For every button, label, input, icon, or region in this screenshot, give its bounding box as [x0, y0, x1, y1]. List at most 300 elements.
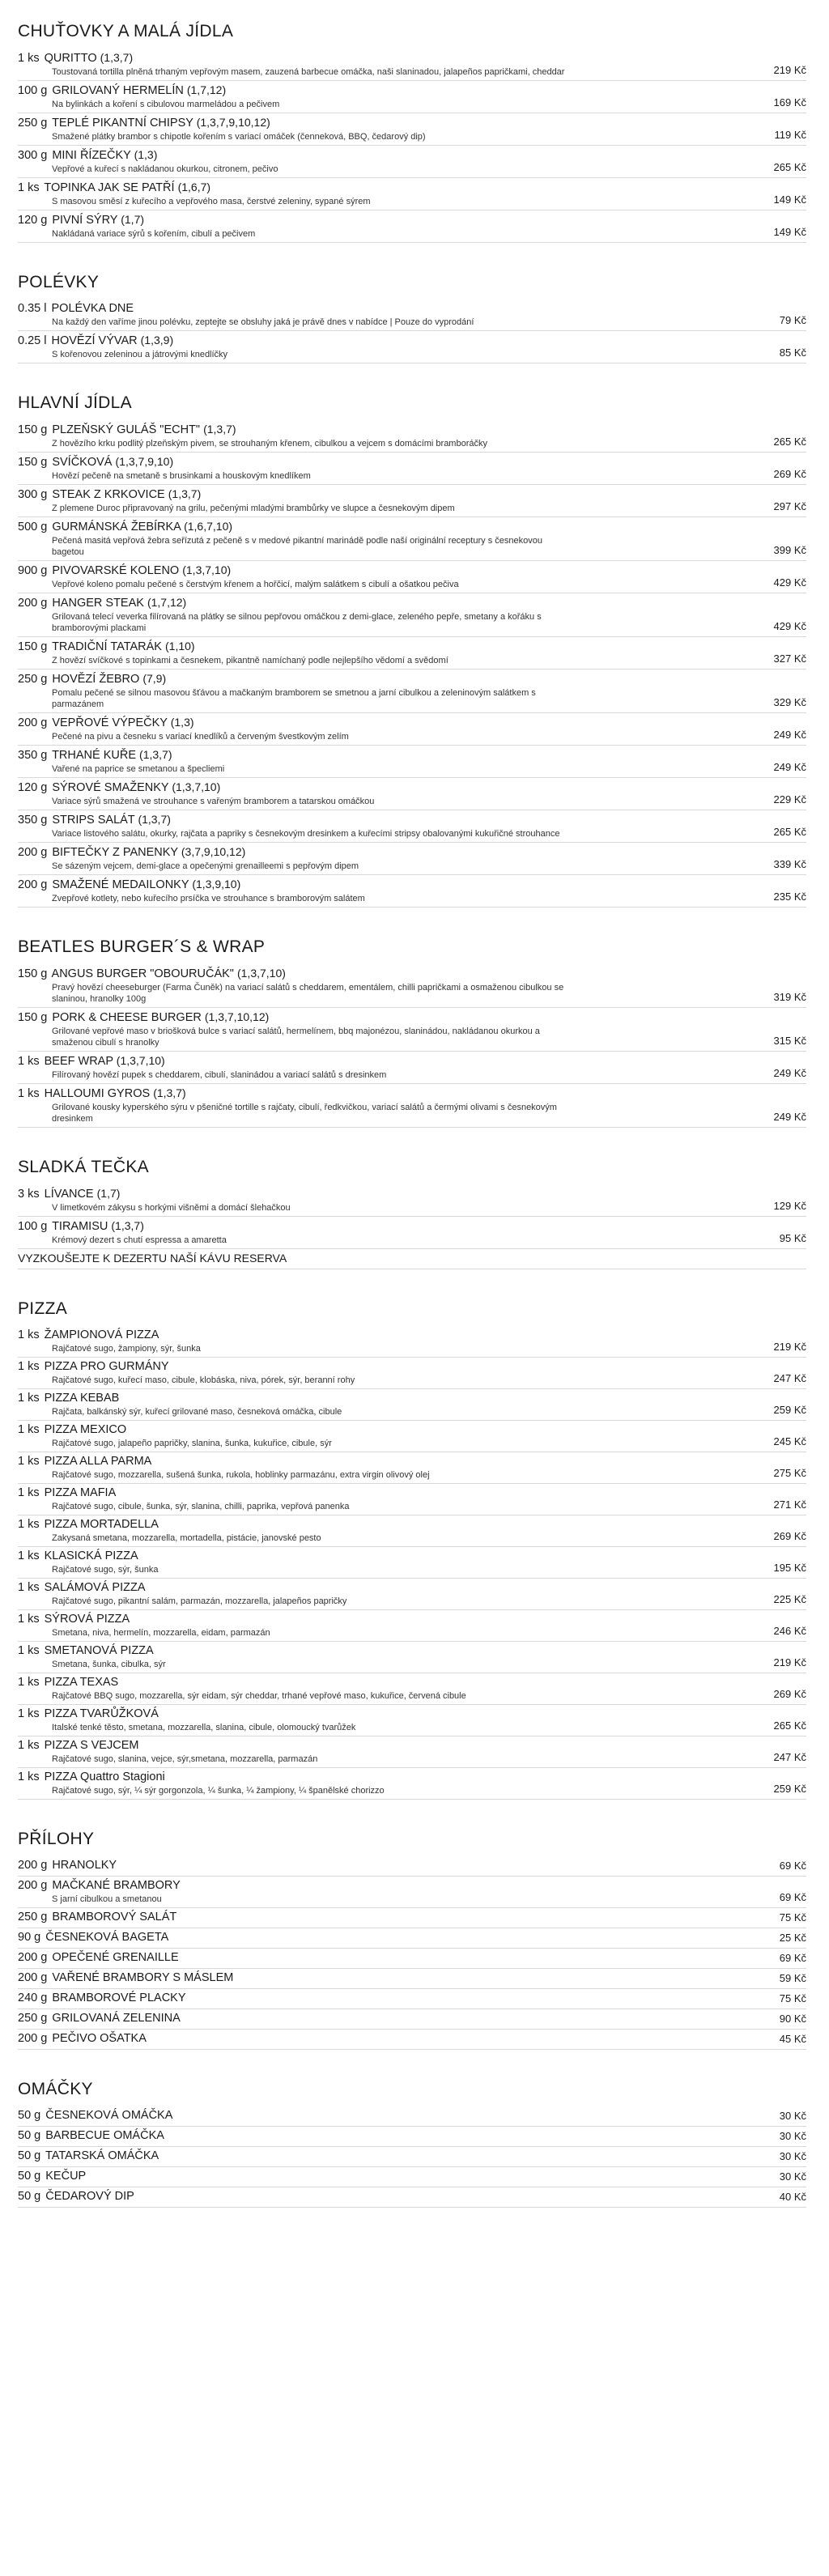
item-price: 315 Kč: [773, 1035, 806, 1047]
item-price: 259 Kč: [773, 1404, 806, 1416]
menu-item-heading: [18, 422, 761, 438]
item-name: PIZZA KEBAB: [44, 1392, 120, 1405]
item-quantity: 1 ks: [18, 1486, 40, 1499]
menu-item: [18, 593, 806, 637]
menu-item: [18, 2009, 806, 2030]
item-name: ANGUS BURGER "OBOURUČÁK": [51, 967, 234, 980]
menu-item-heading: [18, 1930, 767, 1945]
menu-item: [18, 2106, 806, 2127]
item-description: Vařené na paprice se smetanou a špecliemi: [52, 764, 225, 774]
item-description: Pečené na pivu a česneku s variací knedlíků a červeným švestkovým zelím: [52, 732, 349, 742]
menu-item: [18, 1908, 806, 1928]
menu-item-main: [18, 1612, 761, 1639]
item-quantity: 50 g: [18, 2109, 41, 2122]
item-name: LÍVANCE: [44, 1188, 94, 1201]
item-description: S kořenovou zeleninou a játrovými knedlíčky: [52, 350, 228, 359]
menu-item-row: [18, 301, 806, 328]
menu-item-heading: [18, 1010, 761, 1026]
item-description: Rajčatové BBQ sugo, mozzarella, sýr eidam, sýr cheddar, trhané vepřové maso, kukuřice, červená cibule: [52, 1691, 466, 1701]
item-allergens: (1,10): [165, 640, 195, 653]
item-price: 399 Kč: [773, 544, 806, 556]
menu-item-row: [18, 1738, 806, 1765]
menu-item: [18, 2187, 806, 2208]
menu-item-row: [18, 1643, 806, 1670]
item-description: Rajčatové sugo, sýr, ¼ sýr gorgonzola, ¼ šunka, ¼ žampiony, ¼ španělské chorizzo: [52, 1786, 385, 1796]
menu-item: [18, 1673, 806, 1705]
item-name: KLASICKÁ PIZZA: [44, 1549, 138, 1562]
item-quantity: 1 ks: [18, 1676, 40, 1689]
item-name: TIRAMISU: [52, 1220, 108, 1233]
item-price: 429 Kč: [773, 576, 806, 589]
menu-item: [18, 210, 806, 243]
item-name: BEEF WRAP: [44, 1055, 113, 1068]
menu-item-main: [18, 1643, 761, 1670]
item-allergens: (1,6,7): [177, 181, 211, 193]
menu-item-heading: [18, 1517, 761, 1532]
menu-item-heading: [18, 780, 761, 796]
item-name: PIZZA MORTADELLA: [44, 1518, 159, 1531]
item-price: 269 Kč: [773, 468, 806, 480]
menu-item-main: [18, 1053, 761, 1081]
menu-item-row: [18, 1486, 806, 1512]
menu-item-main: [18, 519, 761, 558]
menu-item-row: [18, 1010, 806, 1048]
item-quantity: 1 ks: [18, 1518, 40, 1531]
item-price: 30 Kč: [779, 2130, 806, 2142]
section-title: OMÁČKY: [18, 2080, 93, 2098]
item-name: HALLOUMI GYROS: [44, 1087, 151, 1100]
menu-item-row: [18, 1878, 806, 1905]
item-price: 69 Kč: [779, 1891, 806, 1903]
menu-item-main: [18, 2031, 767, 2047]
item-name: TEPLÉ PIKANTNÍ CHIPSY: [52, 117, 193, 130]
item-allergens: (1,7,12): [186, 83, 227, 96]
menu-item-main: [18, 301, 767, 328]
menu-item-row: [18, 1707, 806, 1733]
menu-item-main: [18, 595, 761, 634]
menu-item-row: [18, 1930, 806, 1945]
item-quantity: 1 ks: [18, 52, 40, 65]
menu-item-heading: [18, 1391, 761, 1406]
menu-item-row: [18, 2169, 806, 2184]
menu-item-row: [18, 563, 806, 590]
menu-item-main: [18, 454, 761, 482]
menu-item-row: [18, 1950, 806, 1966]
item-quantity: 150 g: [18, 640, 48, 653]
menu-item-main: [18, 747, 761, 775]
menu-item: [18, 1008, 806, 1052]
menu-item: [18, 2147, 806, 2167]
menu-item-main: [18, 812, 761, 840]
item-quantity: 350 g: [18, 814, 48, 827]
menu-item-main: [18, 563, 761, 590]
menu-item: [18, 1949, 806, 1969]
menu-item-row: [18, 115, 806, 142]
item-price: 297 Kč: [773, 500, 806, 512]
menu-item-row: [18, 595, 806, 634]
item-quantity: 250 g: [18, 1911, 48, 1923]
item-price: 149 Kč: [773, 193, 806, 206]
item-name: ČEDAROVÝ DIP: [45, 2190, 134, 2203]
menu-item-heading: [18, 1991, 767, 2006]
item-price: 129 Kč: [773, 1200, 806, 1212]
menu-item-main: [18, 844, 761, 872]
item-quantity: 250 g: [18, 2012, 48, 2025]
item-price: 149 Kč: [773, 226, 806, 238]
item-name: STEAK Z KRKOVICE: [52, 488, 165, 501]
item-allergens: (1,3,7,10,12): [204, 1010, 270, 1023]
menu-item-main: [18, 1858, 767, 1873]
menu-item-heading: [18, 747, 761, 763]
item-allergens: (1,3,7): [139, 748, 172, 761]
item-quantity: 1 ks: [18, 1770, 40, 1783]
item-price: 269 Kč: [773, 1688, 806, 1700]
item-description: S masovou směsí z kuřecího a vepřového masa, čerstvé zeleniny, sypané sýrem: [52, 197, 371, 206]
item-quantity: 200 g: [18, 1951, 48, 1964]
item-quantity: 1 ks: [18, 1549, 40, 1562]
menu-item-row: [18, 1858, 806, 1873]
menu-item-heading: [18, 2169, 767, 2184]
menu-item: [18, 1421, 806, 1452]
item-description: Na každý den vaříme jinou polévku, zeptejte se obsluhy jaká je právě dnes v nabídce | Pouze do vyprodání: [52, 317, 474, 327]
item-price: 25 Kč: [779, 1932, 806, 1944]
menu-item: [18, 778, 806, 810]
item-quantity: 150 g: [18, 456, 48, 469]
menu-item: [18, 843, 806, 875]
menu-section: [18, 937, 806, 1128]
menu-item-heading: [18, 115, 761, 131]
item-description: Italské tenké těsto, smetana, mozzarella, slanina, cibule, olomoucký tvarůžek: [52, 1723, 356, 1732]
item-allergens: (1,3,7): [203, 423, 236, 436]
section-title: SLADKÁ TEČKA: [18, 1158, 149, 1176]
menu-item-main: [18, 50, 761, 78]
menu-item: [18, 875, 806, 908]
menu-item-row: [18, 671, 806, 710]
item-price: 59 Kč: [779, 1972, 806, 1984]
item-description: Z plemene Duroc připravovaný na grilu, pečenými mladými brambůrky ve slupce a česnekovým dipem: [52, 504, 455, 513]
menu-item-main: [18, 1218, 767, 1246]
menu-item: [18, 485, 806, 517]
menu-item: [18, 113, 806, 146]
item-name: HANGER STEAK: [52, 597, 144, 610]
menu-item-row: [18, 780, 806, 807]
menu-item-heading: [18, 966, 761, 982]
item-description: Nakládaná variace sýrů s kořením, cibulí a pečivem: [52, 229, 256, 239]
menu-item-row: [18, 1086, 806, 1124]
menu-item-main: [18, 1910, 767, 1925]
item-price: 246 Kč: [773, 1625, 806, 1637]
item-description: Grilované kousky kyperského sýru v pšeničné tortille s rajčaty, cibulí, ředkvičkou, variací salátů a čermými olivami s česnekovým dresinkem: [52, 1103, 557, 1124]
item-allergens: (3,7,9,10,12): [181, 845, 246, 858]
item-quantity: 240 g: [18, 1992, 48, 2004]
item-allergens: (7,9): [142, 672, 167, 685]
menu-item-heading: [18, 1359, 761, 1375]
menu-item-main: [18, 1422, 761, 1449]
item-name: PIZZA TEXAS: [44, 1676, 119, 1689]
item-quantity: 1 ks: [18, 1455, 40, 1468]
item-price: 219 Kč: [773, 1656, 806, 1668]
menu-item-row: [18, 454, 806, 482]
item-quantity: 100 g: [18, 84, 48, 97]
section-title: CHUŤOVKY A MALÁ JÍDLA: [18, 22, 234, 40]
item-quantity: 1 ks: [18, 1087, 40, 1100]
item-name: VEPŘOVÉ VÝPEČKY: [52, 716, 168, 729]
item-quantity: 1 ks: [18, 1360, 40, 1373]
menu-item-main: [18, 147, 761, 175]
menu-item: [18, 1877, 806, 1908]
item-allergens: (1,3,7): [111, 1219, 144, 1232]
menu-item-heading: [18, 1454, 761, 1469]
item-description: Z hovězího krku podlitý plzeňským pivem, se strouhaným křenem, cibulkou a vejcem s domácími bramboráčky: [52, 439, 487, 448]
menu-item-row: [18, 844, 806, 872]
menu-item: [18, 1217, 806, 1249]
menu-item: [18, 1969, 806, 1989]
item-allergens: (1,3,7): [100, 51, 134, 64]
item-quantity: 100 g: [18, 1220, 48, 1233]
menu-item-main: [18, 1328, 761, 1354]
menu-item-row: [18, 1328, 806, 1354]
menu-item-row: [18, 1186, 806, 1214]
item-quantity: 50 g: [18, 2129, 41, 2142]
item-quantity: 250 g: [18, 673, 48, 686]
item-name: BIFTEČKY Z PANENKY: [52, 846, 178, 859]
menu-item-main: [18, 2128, 767, 2144]
item-name: PIZZA TVARŮŽKOVÁ: [44, 1707, 159, 1720]
menu-item: [18, 1856, 806, 1877]
menu-item: [18, 420, 806, 453]
menu-item: [18, 1579, 806, 1610]
menu-item: [18, 81, 806, 113]
menu-item-main: [18, 333, 767, 360]
menu-item: [18, 561, 806, 593]
item-description: Pečená masitá vepřová žebra seřízutá z pečeně s v medové pikantní marinádě podle naší originální receptury s česnekovou bagetou: [52, 536, 542, 557]
menu-item-main: [18, 1486, 761, 1512]
menu-item-row: [18, 422, 806, 449]
item-name: ČESNEKOVÁ BAGETA: [45, 1931, 169, 1944]
menu-item-main: [18, 2169, 767, 2184]
menu-section: [18, 272, 806, 363]
menu-item-heading: [18, 147, 761, 164]
menu-item: [18, 1389, 806, 1421]
item-quantity: 50 g: [18, 2190, 41, 2203]
menu-item-heading: [18, 2189, 767, 2204]
menu-item-main: [18, 1010, 761, 1048]
menu-item-row: [18, 1454, 806, 1481]
menu-item-main: [18, 1517, 761, 1544]
item-quantity: 200 g: [18, 2032, 48, 2045]
menu-item-main: [18, 966, 761, 1005]
menu-item-heading: [18, 519, 761, 535]
menu-item: [18, 453, 806, 485]
item-description: Rajčatové sugo, sýr, šunka: [52, 1565, 159, 1575]
item-allergens: (1,3): [170, 716, 194, 729]
item-name: PIZZA PRO GURMÁNY: [44, 1360, 169, 1373]
item-price: 259 Kč: [773, 1783, 806, 1795]
item-description: Zakysaná smetana, mozzarella, mortadella, pistácie, janovské pesto: [52, 1533, 321, 1543]
item-name: ŽAMPIONOVÁ PIZZA: [44, 1328, 159, 1341]
item-quantity: 1 ks: [18, 181, 40, 194]
item-price: 40 Kč: [779, 2191, 806, 2203]
item-price: 79 Kč: [779, 314, 806, 326]
menu-item-main: [18, 1549, 761, 1575]
menu-item-row: [18, 1991, 806, 2006]
item-quantity: 200 g: [18, 878, 48, 891]
item-quantity: 200 g: [18, 846, 48, 859]
item-description: Rajčatové sugo, jalapeño papričky, slanina, šunka, kukuřice, cibule, sýr: [52, 1439, 332, 1448]
menu-item-heading: [18, 1707, 761, 1722]
menu-item-heading: [18, 1643, 761, 1659]
item-name: PIZZA MEXICO: [44, 1423, 127, 1436]
menu-item-row: [18, 50, 806, 78]
item-name: HOVĚZÍ ŽEBRO: [52, 673, 140, 686]
item-name: TRHANÉ KUŘE: [52, 749, 137, 762]
item-name: SMETANOVÁ PIZZA: [44, 1644, 154, 1657]
item-price: 195 Kč: [773, 1562, 806, 1574]
menu-item: [18, 1768, 806, 1800]
item-name: SMAŽENÉ MEDAILONKY: [52, 878, 189, 891]
item-allergens: (1,3,7): [168, 487, 202, 500]
item-name: OPEČENÉ GRENAILLE: [52, 1951, 179, 1964]
menu-section: [18, 1157, 806, 1269]
menu-item-main: [18, 2011, 767, 2026]
menu-item: [18, 331, 806, 363]
menu-item: [18, 2167, 806, 2187]
item-name: QURITTO: [44, 52, 97, 65]
item-name: SVÍČKOVÁ: [52, 456, 113, 469]
item-description: Rajčatové sugo, pikantní salám, parmazán, mozzarella, jalapeños papričky: [52, 1596, 347, 1606]
menu-item-row: [18, 333, 806, 360]
menu-item: [18, 1358, 806, 1389]
menu-item-row: [18, 2108, 806, 2123]
item-description: Pravý hovězí cheeseburger (Farma Čuněk) na variací salátů s cheddarem, ementálem, chilli papričkami a osmaženou cibulkou se slaninou, hranolky 100g: [52, 983, 564, 1004]
menu-item-row: [18, 715, 806, 742]
item-name: GRILOVANÝ HERMELÍN: [52, 84, 184, 97]
menu-item-heading: [18, 1422, 761, 1438]
item-quantity: 90 g: [18, 1931, 41, 1944]
item-price: 219 Kč: [773, 1341, 806, 1353]
menu-item-row: [18, 212, 806, 240]
menu-item-row: [18, 966, 806, 1005]
item-description: Vepřové koleno pomalu pečené s čerstvým křenem a hořčicí, malým salátkem s cibulí a ošatkou pečiva: [52, 580, 459, 589]
menu-item-row: [18, 147, 806, 175]
menu-item-row: [18, 487, 806, 514]
item-name: POLÉVKA DNE: [51, 302, 134, 315]
menu-item-main: [18, 1580, 761, 1607]
item-price: 229 Kč: [773, 793, 806, 806]
item-description: Rajčatové sugo, mozzarella, sušená šunka, rukola, hoblinky parmazánu, extra virgin olivový olej: [52, 1470, 430, 1480]
menu-item: [18, 1610, 806, 1642]
menu-item-main: [18, 487, 761, 514]
item-price: 339 Kč: [773, 858, 806, 870]
section-note: VYZKOUŠEJTE K DEZERTU NAŠÍ KÁVU RESERVA: [18, 1249, 806, 1269]
item-quantity: 900 g: [18, 564, 48, 577]
menu-item: [18, 1084, 806, 1128]
menu-item: [18, 300, 806, 331]
item-price: 75 Kč: [779, 1992, 806, 2004]
menu-item-row: [18, 1970, 806, 1986]
item-description: Filírovaný hovězí pupek s cheddarem, cibulí, slaninádou a variací salátů s dresinkem: [52, 1070, 387, 1080]
menu-item-row: [18, 180, 806, 207]
menu-item-heading: [18, 1086, 761, 1102]
item-name: SÝROVÉ SMAŽENKY: [52, 781, 169, 794]
item-name: BRAMBOROVÉ PLACKY: [52, 1992, 186, 2004]
item-name: SÝROVÁ PIZZA: [44, 1613, 130, 1626]
item-quantity: 50 g: [18, 2149, 41, 2162]
menu-item-heading: [18, 2149, 767, 2164]
item-description: Rajčatové sugo, slanina, vejce, sýr,smetana, mozzarella, parmazán: [52, 1754, 318, 1764]
menu-item-heading: [18, 454, 761, 470]
menu-item-heading: [18, 1580, 761, 1596]
menu-item-main: [18, 1186, 761, 1214]
menu-item: [18, 1642, 806, 1673]
item-description: Variace listového salátu, okurky, rajčata a papriky s česnekovým dresinkem a kuřecími stripsy obalovanými kukuřičné strouhance: [52, 829, 560, 839]
item-price: 429 Kč: [773, 620, 806, 632]
menu-item-heading: [18, 595, 761, 611]
item-description: Krémový dezert s chutí espressa a amaretta: [52, 1235, 227, 1245]
menu-item-heading: [18, 1878, 767, 1894]
menu-item-row: [18, 1612, 806, 1639]
menu-item-row: [18, 1359, 806, 1386]
item-price: 225 Kč: [773, 1593, 806, 1605]
item-name: GURMÁNSKÁ ŽEBÍRKA: [52, 521, 181, 533]
item-name: PIVOVARSKÉ KOLENO: [52, 564, 180, 577]
item-price: 275 Kč: [773, 1467, 806, 1479]
menu-item: [18, 1547, 806, 1579]
menu-item-row: [18, 1422, 806, 1449]
item-description: Variace sýrů smažená ve strouhance s vařeným bramborem a tatarskou omáčkou: [52, 797, 375, 806]
menu-item-heading: [18, 2011, 767, 2026]
menu-item: [18, 670, 806, 713]
menu-item-main: [18, 1950, 767, 1966]
menu-item-heading: [18, 1218, 767, 1235]
menu-item-main: [18, 2189, 767, 2204]
item-quantity: 1 ks: [18, 1423, 40, 1436]
item-name: SALÁMOVÁ PIZZA: [44, 1581, 146, 1594]
item-quantity: 1 ks: [18, 1581, 40, 1594]
menu-item-main: [18, 2108, 767, 2123]
item-name: BARBECUE OMÁČKA: [45, 2129, 164, 2142]
item-name: PORK & CHEESE BURGER: [52, 1011, 202, 1024]
item-allergens: (1,3,9): [140, 334, 174, 346]
menu-item-heading: [18, 1858, 767, 1873]
menu-item-row: [18, 812, 806, 840]
menu-item-main: [18, 422, 761, 449]
item-quantity: 200 g: [18, 1971, 48, 1984]
item-quantity: 250 g: [18, 117, 48, 130]
menu-item-main: [18, 1086, 761, 1124]
item-quantity: 200 g: [18, 597, 48, 610]
item-price: 271 Kč: [773, 1498, 806, 1511]
menu-item-heading: [18, 1328, 761, 1343]
menu-item-main: [18, 671, 761, 710]
item-allergens: (1,3,7,9,10): [115, 455, 174, 468]
menu-item-heading: [18, 301, 767, 317]
item-price: 269 Kč: [773, 1530, 806, 1542]
item-price: 247 Kč: [773, 1751, 806, 1763]
section-title: POLÉVKY: [18, 273, 100, 291]
menu-item: [18, 178, 806, 210]
menu-item: [18, 964, 806, 1008]
item-price: 327 Kč: [773, 653, 806, 665]
menu-item-row: [18, 1910, 806, 1925]
item-name: GRILOVANÁ ZELENINA: [52, 2012, 181, 2025]
menu-item-heading: [18, 1053, 761, 1069]
item-quantity: 200 g: [18, 1879, 48, 1892]
menu-item: [18, 637, 806, 670]
item-price: 265 Kč: [773, 826, 806, 838]
item-name: TOPINKA JAK SE PATŘÍ: [44, 181, 175, 194]
item-price: 69 Kč: [779, 1860, 806, 1872]
